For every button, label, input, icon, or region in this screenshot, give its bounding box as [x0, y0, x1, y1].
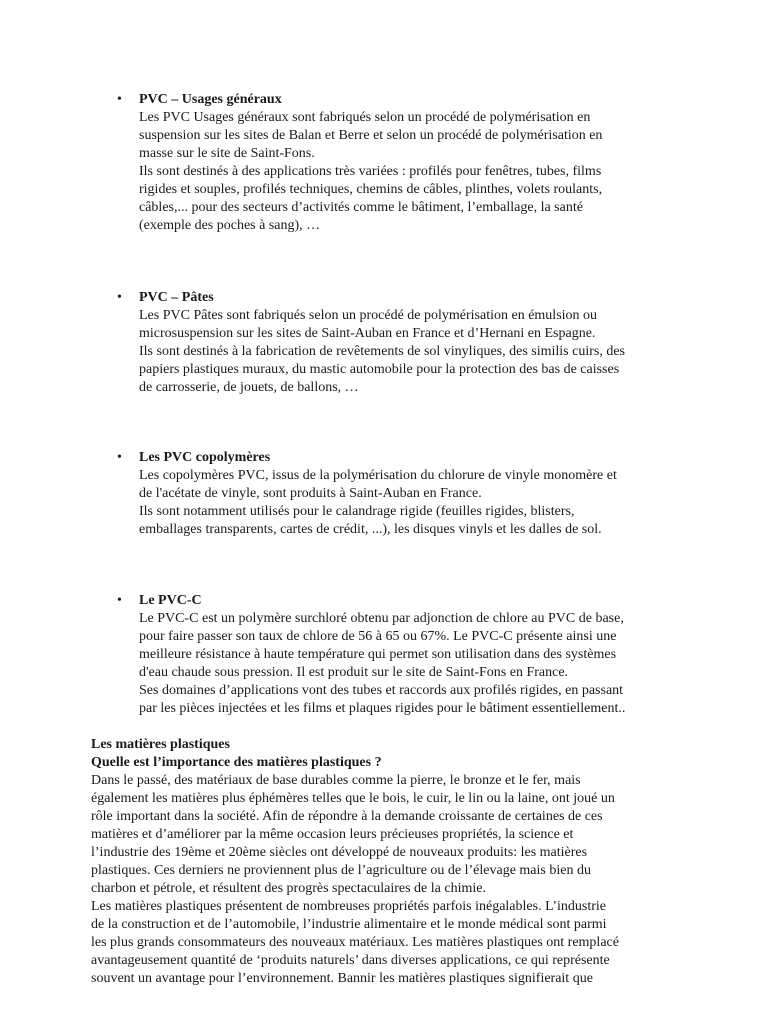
bullet-icon: •	[117, 290, 122, 305]
paragraph-line: avantageusement quantité de ‘produits naturels’ dans diverses applications, ce qui représente	[91, 953, 610, 968]
paragraph-line: matières et d’améliorer par la même occasion leurs précieuses propriétés, la science et	[91, 827, 574, 842]
paragraph-line: rigides et souples, profilés techniques, chemins de câbles, plinthes, volets roulants,	[139, 182, 603, 197]
bullet-body	[139, 592, 679, 718]
bullet-title: Le PVC-C	[139, 593, 202, 608]
bullet-icon: •	[117, 593, 122, 608]
section-subheading: Quelle est l’importance des matières plastiques ?	[91, 755, 382, 770]
paragraph-line: masse sur le site de Saint-Fons.	[139, 146, 315, 161]
section-matieres-plastiques	[91, 736, 691, 988]
paragraph-line: câbles,... pour des secteurs d’activités comme le bâtiment, l’emballage, la santé	[139, 200, 583, 215]
paragraph-line: (exemple des poches à sang), …	[139, 218, 321, 233]
paragraph-line: Les PVC Pâtes sont fabriqués selon un procédé de polymérisation en émulsion ou	[139, 308, 598, 323]
paragraph-line: Ils sont destinés à la fabrication de revêtements de sol vinyliques, des similis cuirs, des	[139, 344, 626, 359]
paragraph-line: Dans le passé, des matériaux de base durables comme la pierre, le bronze et le fer, mais	[91, 773, 581, 788]
paragraph-line: papiers plastiques muraux, du mastic automobile pour la protection des bas de caisses	[139, 362, 620, 377]
paragraph-line: également les matières plus éphémères telles que le bois, le cuir, le lin ou la laine, ont joué un	[91, 791, 615, 806]
paragraph-line: l’industrie des 19ème et 20ème siècles ont développé de nouveaux produits: les matières	[91, 845, 588, 860]
paragraph-line: les plus grands consommateurs des nouveaux matériaux. Les matières plastiques ont remplacé	[91, 935, 619, 950]
bullet-icon: •	[117, 92, 122, 107]
paragraph-line: emballages transparents, cartes de crédit, ...), les disques vinyls et les dalles de sol.	[139, 522, 602, 537]
paragraph-line: microsuspension sur les sites de Saint-Auban en France et d’Hernani en Espagne.	[139, 326, 596, 341]
paragraph-line: d'eau chaude sous pression. Il est produit sur le site de Saint-Fons en France.	[139, 665, 569, 680]
paragraph-line: pour faire passer son taux de chlore de 56 à 65 ou 67%. Le PVC-C présente ainsi une	[139, 629, 617, 644]
bullet-title: PVC – Usages généraux	[139, 92, 282, 107]
paragraph-line: Les PVC Usages généraux sont fabriqués selon un procédé de polymérisation en	[139, 110, 591, 125]
section-heading: Les matières plastiques	[91, 737, 230, 752]
paragraph-line: par les pièces injectées et les films et plaques rigides pour le bâtiment essentiellement..	[139, 701, 626, 716]
paragraph-line: de la construction et de l’automobile, l’industrie alimentaire et le monde médical sont parmi	[91, 917, 607, 932]
paragraph-line: rôle important dans la société. Afin de répondre à la demande croissante de certaines de ces	[91, 809, 603, 824]
paragraph-line: plastiques. Ces derniers ne proviennent plus de l’agriculture ou de l’élevage mais bien du	[91, 863, 591, 878]
paragraph-line: Ses domaines d’applications vont des tubes et raccords aux profilés rigides, en passant	[139, 683, 624, 698]
bullet-body	[139, 91, 679, 235]
bullet-body	[139, 289, 679, 397]
paragraph-line: Les matières plastiques présentent de nombreuses propriétés parfois inégalables. L’industrie	[91, 899, 606, 914]
paragraph-line: Ils sont destinés à des applications très variées : profilés pour fenêtres, tubes, films	[139, 164, 602, 179]
bullet-title: Les PVC copolymères	[139, 450, 271, 465]
paragraph-line: charbon et pétrole, et résultent des progrès spectaculaires de la chimie.	[91, 881, 486, 896]
paragraph-line: Le PVC-C est un polymère surchloré obtenu par adjonction de chlore au PVC de base,	[139, 611, 624, 626]
bullet-body	[139, 449, 679, 539]
paragraph-line: souvent un avantage pour l’environnement. Bannir les matières plastiques signifierait que	[91, 971, 593, 986]
paragraph-line: suspension sur les sites de Balan et Berre et selon un procédé de polymérisation en	[139, 128, 603, 143]
paragraph-line: Les copolymères PVC, issus de la polymérisation du chlorure de vinyle monomère et	[139, 468, 617, 483]
bullet-icon: •	[117, 450, 122, 465]
bullet-title: PVC – Pâtes	[139, 290, 214, 305]
paragraph-line: Ils sont notamment utilisés pour le calandrage rigide (feuilles rigides, blisters,	[139, 504, 575, 519]
paragraph-line: meilleure résistance à haute température qui permet son utilisation dans des systèmes	[139, 647, 617, 662]
paragraph-line: de l'acétate de vinyle, sont produits à Saint-Auban en France.	[139, 486, 482, 501]
paragraph-line: de carrosserie, de jouets, de ballons, …	[139, 380, 359, 395]
